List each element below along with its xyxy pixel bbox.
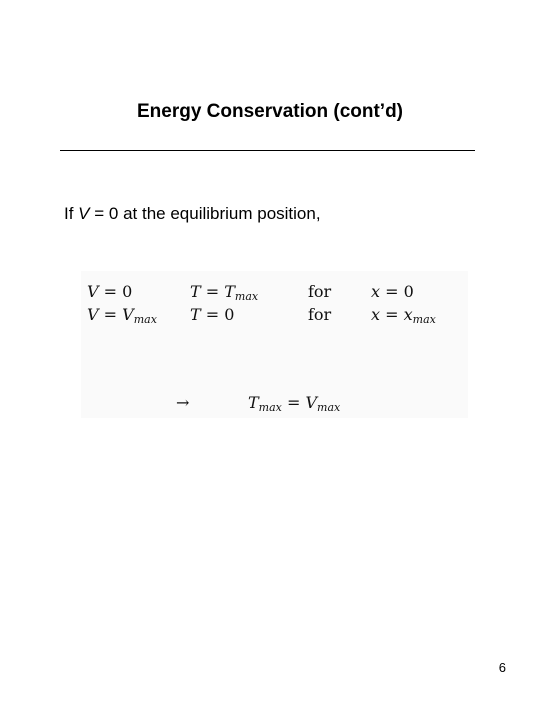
eq-row1-x-rhs: = 0 [380,282,414,301]
eq-row2-for: for [308,305,332,324]
eq-row2-v-equals: = [98,305,123,324]
eq-row2-x-rhs-symbol: x [403,305,413,324]
eq-conclusion-arrow: → [176,393,190,412]
eq-row1-t-equals: = [200,282,225,301]
eq-row1-v [87,282,132,301]
eq-conclusion-lhs-symbol: T [248,393,259,412]
slide-title: Energy Conservation (cont’d) [136,101,404,122]
eq-row2-x [371,305,436,324]
intro-suffix: = 0 at the equilibrium position, [89,204,321,223]
eq-row1-v-symbol: V [87,282,99,301]
eq-row1-for: for [308,282,332,301]
eq-conclusion-rhs-symbol: V [305,393,318,412]
intro-variable: V [78,204,90,223]
eq-conclusion [248,393,340,412]
eq-row2-t-symbol: T [190,305,201,324]
eq-row1-v-rhs: = 0 [98,282,133,301]
eq-row1-x [371,282,414,301]
eq-row1-x-symbol: x [371,282,381,301]
eq-conclusion-rhs-subscript: max [317,401,341,414]
eq-conclusion-equals: = [281,393,306,412]
intro-prefix: If [64,204,79,223]
eq-row2-t-rhs: = 0 [200,305,235,324]
eq-conclusion-lhs-subscript: max [258,401,282,414]
eq-row2-t [190,305,234,324]
intro-text [64,204,321,224]
equation-image [81,271,468,418]
eq-row2-v-rhs-symbol: V [122,305,134,324]
eq-row1-t-rhs-symbol: T [224,282,235,301]
eq-row1-t [190,282,258,301]
eq-row1-t-symbol: T [190,282,201,301]
eq-row2-x-equals: = [380,305,404,324]
page-number: 6 [498,660,506,675]
eq-row1-t-rhs-subscript: max [234,290,259,303]
title-divider [60,150,475,151]
eq-row2-v-symbol: V [87,305,99,324]
eq-row2-x-rhs-subscript: max [412,313,436,326]
eq-row2-x-symbol: x [371,305,381,324]
eq-row2-v-rhs-subscript: max [133,313,157,326]
eq-row2-v [87,305,157,324]
